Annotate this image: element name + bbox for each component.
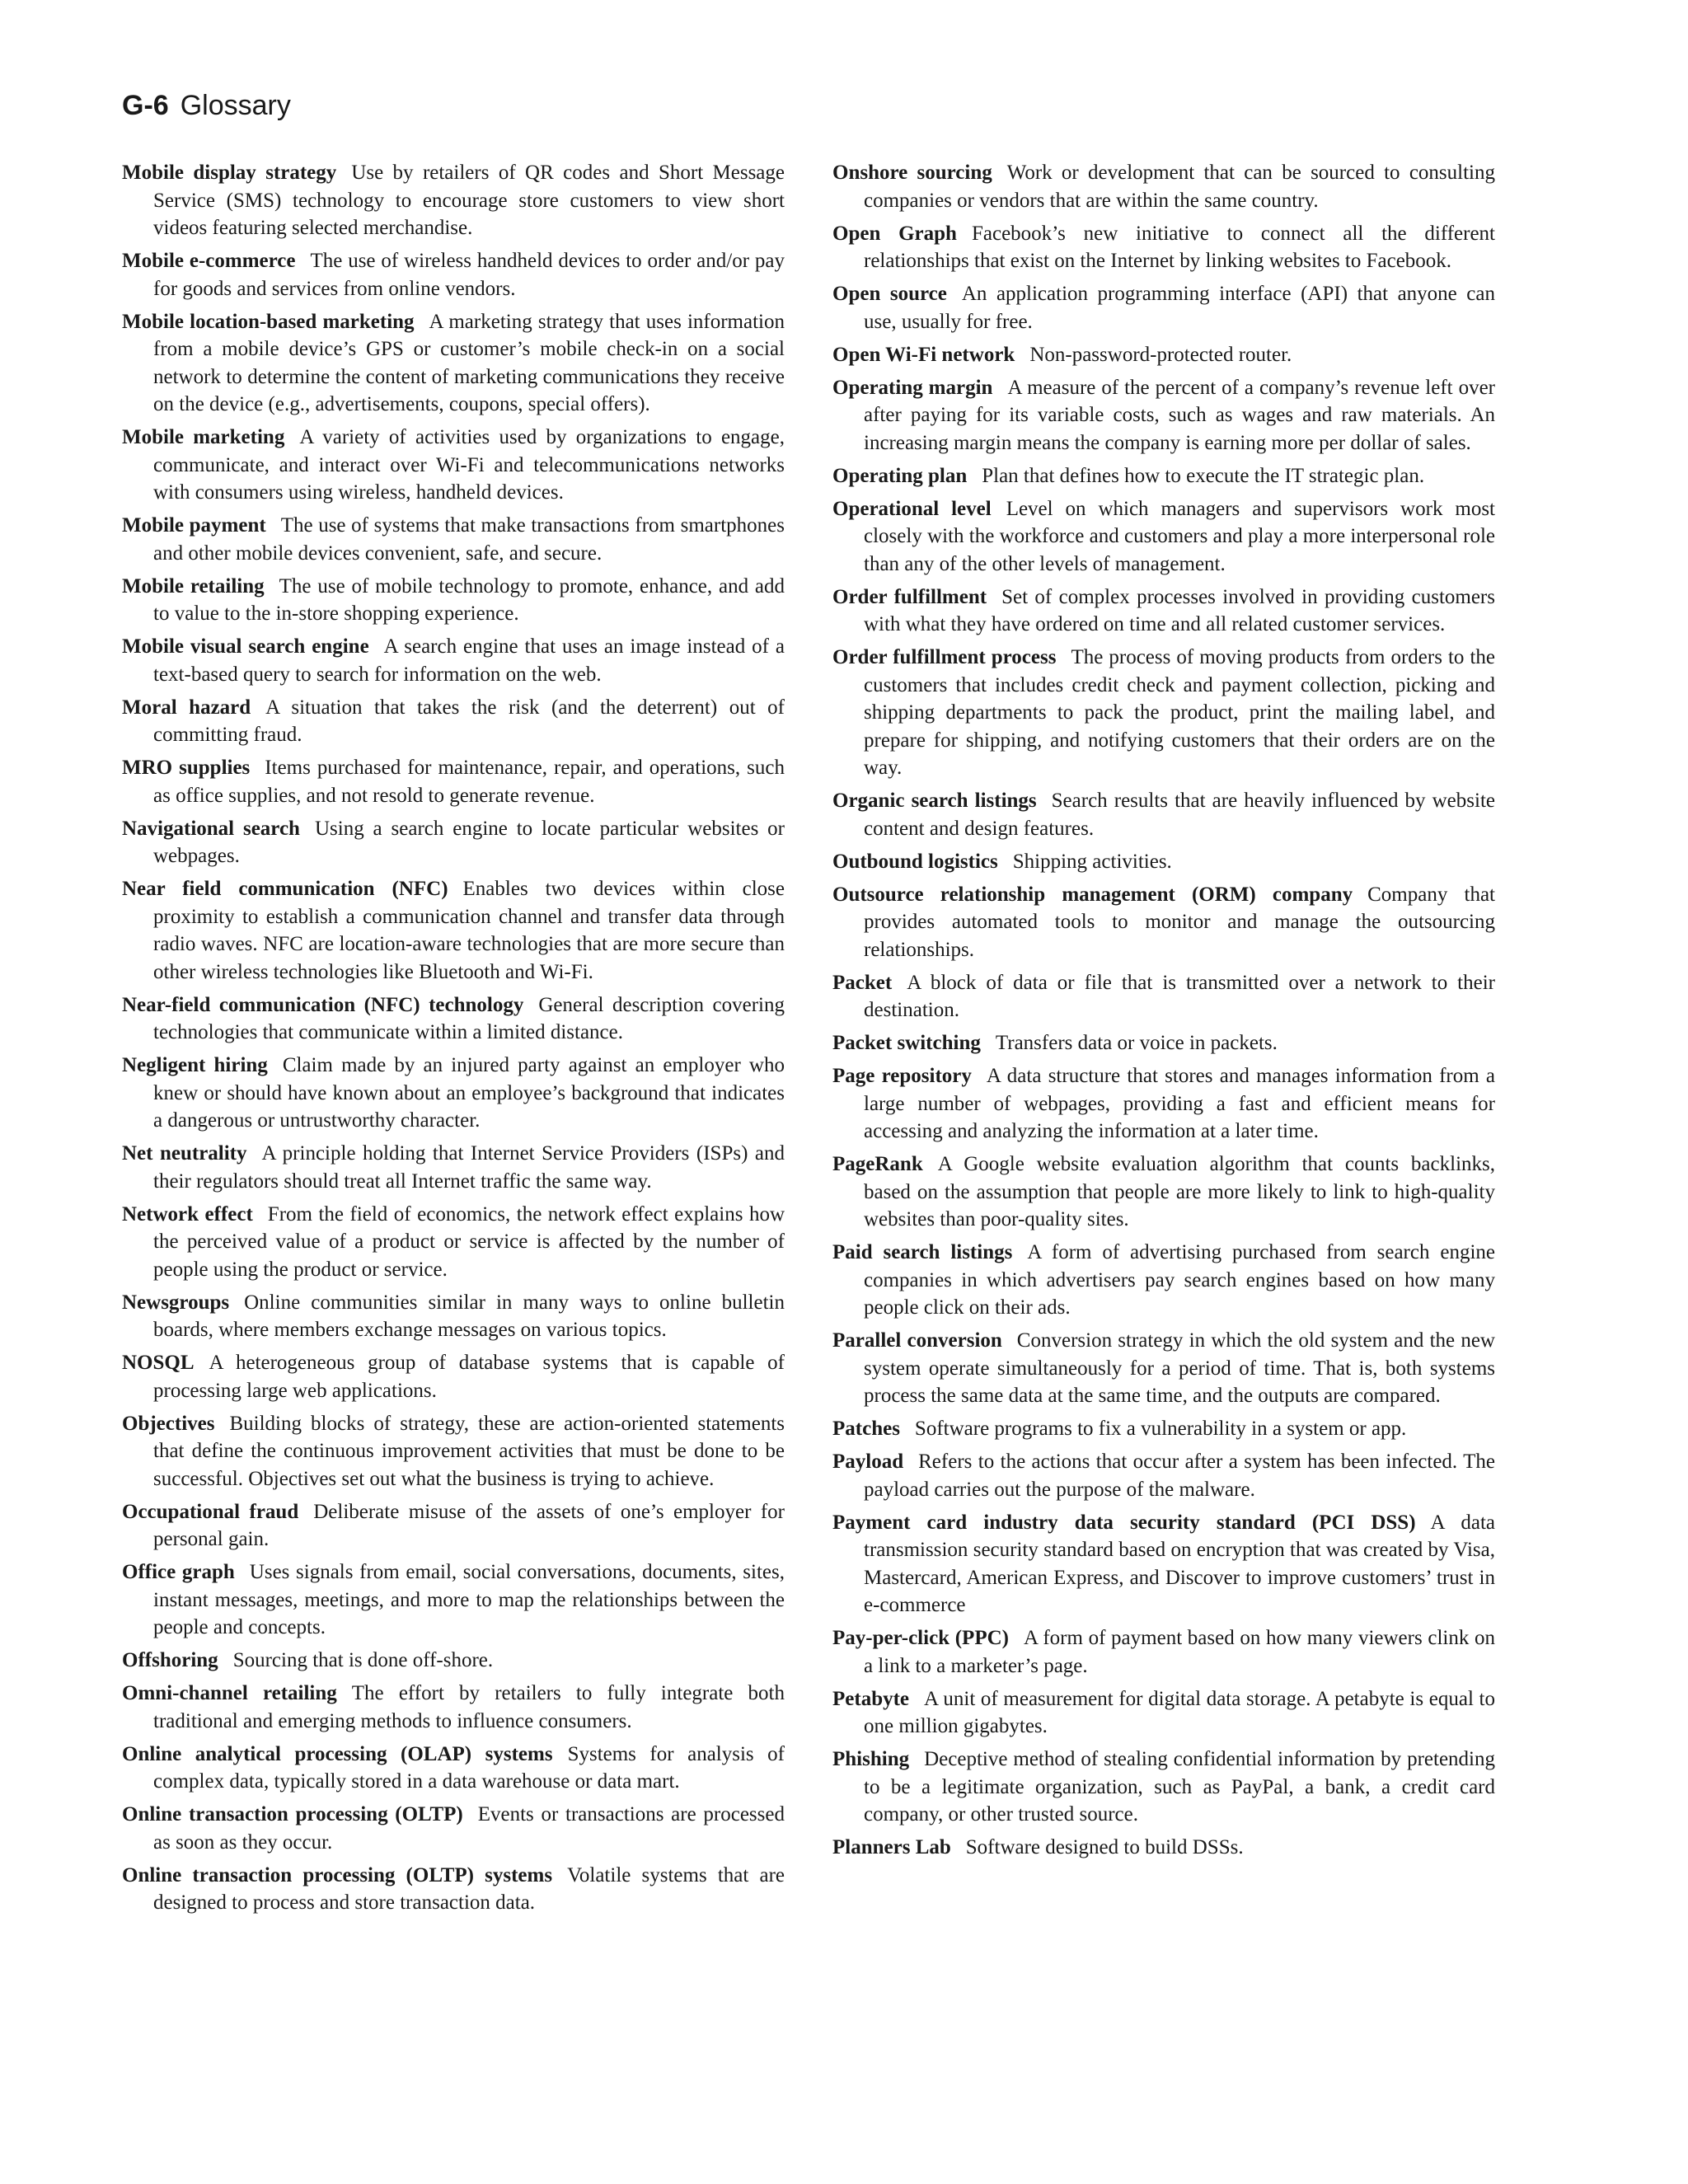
glossary-definition: Conversion strategy in which the old system and the new system operate simultaneously for a period of time. That is, both systems process the same data at the same time, and the outputs are compared.: [864, 1329, 1495, 1407]
glossary-definition: A data structure that stores and manages information from a large number of webpages, providing a fast and efficient means for accessing and analyzing the information at a later time.: [864, 1065, 1496, 1142]
glossary-definition: Level on which managers and supervisors work most closely with the workforce and customers and play a more interpersonal role than any of the other levels of management.: [864, 497, 1495, 575]
glossary-definition: Uses signals from email, social conversations, documents, sites, instant messages, meetings, and more to map the relationships between the people and concepts.: [153, 1561, 785, 1638]
glossary-entry: [832, 374, 1495, 457]
glossary-term: Network effect: [122, 1202, 253, 1226]
glossary-definition: Work or development that can be sourced to consulting companies or vendors that are within the same country.: [864, 162, 1495, 212]
glossary-entry: [832, 1062, 1495, 1146]
glossary-entry: [832, 280, 1495, 335]
glossary-entry: [122, 754, 785, 809]
glossary-term: Mobile location-based marketing: [122, 310, 415, 333]
glossary-entry: [122, 1140, 785, 1195]
glossary-term: Omni-channel retailing: [122, 1682, 337, 1704]
glossary-definition: Non-password-protected router.: [1029, 343, 1292, 366]
glossary-definition: A Google website evaluation algorithm that counts backlinks, based on the assumption that people are more likely to link to high-quality websites than poor-quality sites.: [864, 1153, 1495, 1230]
glossary-entry: [832, 644, 1495, 782]
glossary-definition: Plan that defines how to execute the IT strategic plan.: [982, 464, 1425, 487]
glossary-entry: [832, 1239, 1495, 1322]
glossary-term: Order fulfillment process: [832, 646, 1057, 668]
glossary-term: Payment card industry data security standard (PCI DSS): [832, 1511, 1416, 1534]
glossary-term: Outsource relationship management (ORM) company: [832, 883, 1353, 906]
glossary-entry: [122, 247, 785, 302]
glossary-definition: Deliberate misuse of the assets of one’s employer for personal gain.: [153, 1500, 785, 1550]
glossary-definition: A variety of activities used by organizations to engage, communicate, and interact over Wi-Fi and telecommunications networks with consumers using wireless, handheld devices.: [153, 426, 785, 504]
glossary-term: Open Graph: [832, 222, 957, 245]
glossary-entry: [122, 159, 785, 242]
glossary-definition: Set of complex processes involved in providing customers with what they have ordered on time and all related customer services.: [864, 585, 1495, 635]
glossary-entry: [832, 1448, 1495, 1503]
glossary-entry: [122, 1647, 785, 1675]
glossary-term: Petabyte: [832, 1687, 910, 1710]
glossary-entry: [832, 583, 1495, 639]
glossary-definition: Shipping activities.: [1012, 850, 1172, 873]
section-title: Glossary: [180, 90, 291, 121]
glossary-entry: [122, 633, 785, 688]
glossary-entry: [832, 1509, 1495, 1619]
glossary-definition: A marketing strategy that uses information from a mobile device’s GPS or customer’s mobile check-in on a social network to determine the content of marketing communications they receive on the device (e.g., advertisements, coupons, special offers).: [153, 310, 785, 415]
glossary-entry: [122, 991, 785, 1047]
glossary-term: Office graph: [122, 1561, 235, 1583]
glossary-definition: A heterogeneous group of database systems that is capable of processing large web applications.: [153, 1352, 785, 1402]
glossary-entry: [122, 815, 785, 870]
glossary-entry: [832, 1327, 1495, 1410]
glossary-term: Online transaction processing (OLTP) systems: [122, 1863, 553, 1886]
glossary-term: Packet switching: [832, 1032, 981, 1054]
glossary-term: Mobile retailing: [122, 574, 265, 598]
glossary-definition: Systems for analysis of complex data, typically stored in a data warehouse or data mart.: [153, 1742, 785, 1793]
glossary-definition: Enables two devices within close proximity to establish a communication channel and transfer data through radio waves. NFC are location-aware technologies that are more secure than other wireless technologies like Bluetooth and Wi-Fi.: [153, 878, 785, 983]
glossary-entry: [832, 1834, 1495, 1862]
glossary-definition: Building blocks of strategy, these are action-oriented statements that define the continuous improvement activities that must be done to be successful. Objectives set out what the business is trying to achieve.: [153, 1412, 785, 1490]
glossary-entry: [832, 495, 1495, 579]
glossary-entry: [832, 462, 1495, 490]
glossary-term: Negligent hiring: [122, 1054, 268, 1076]
glossary-entry: [832, 1029, 1495, 1057]
glossary-definition: A unit of measurement for digital data storage. A petabyte is equal to one million gigabytes.: [864, 1687, 1495, 1737]
glossary-definition: Company that provides automated tools to monitor and manage the outsourcing relationships.: [864, 883, 1495, 961]
glossary-entry: [832, 1624, 1495, 1680]
glossary-entry: [832, 848, 1495, 876]
glossary-definition: The use of mobile technology to promote, enhance, and add to value to the in-store shopping experience.: [153, 574, 785, 625]
glossary-definition: The use of systems that make transactions from smartphones and other mobile devices convenient, safe, and secure.: [153, 514, 785, 565]
glossary-term: Payload: [832, 1451, 904, 1473]
glossary-entry: [122, 1052, 785, 1135]
glossary-entry: [832, 881, 1495, 964]
glossary-term: Navigational search: [122, 817, 300, 840]
glossary-entry: [122, 1558, 785, 1642]
glossary-term: Occupational fraud: [122, 1500, 299, 1523]
glossary-term: Near field communication (NFC): [122, 878, 448, 900]
glossary-term: Mobile marketing: [122, 426, 285, 448]
glossary-definition: A principle holding that Internet Service Providers (ISPs) and their regulators should treat all Internet traffic the same way.: [153, 1142, 785, 1193]
glossary-definition: An application programming interface (API) that anyone can use, usually for free.: [864, 283, 1495, 333]
glossary-entry: [122, 1289, 785, 1344]
glossary-definition: From the field of economics, the network effect explains how the perceived value of a product or service is affected by the number of people using the product or service.: [153, 1202, 785, 1281]
glossary-definition: A measure of the percent of a company’s revenue left over after paying for its variable costs, such as wages and raw materials. An increasing margin means the company is earning more per dollar of sales.: [864, 376, 1495, 454]
glossary-definition: Online communities similar in many ways to online bulletin boards, where members exchange messages on various topics.: [153, 1291, 785, 1341]
glossary-definition: A block of data or file that is transmitted over a network to their destination.: [864, 971, 1495, 1021]
glossary-entry: [122, 875, 785, 986]
glossary-term: Newsgroups: [122, 1291, 230, 1314]
glossary-term: Mobile display strategy: [122, 162, 337, 184]
glossary-term: Open Wi-Fi network: [832, 343, 1015, 366]
glossary-term: Organic search listings: [832, 790, 1037, 812]
glossary-entry: [122, 512, 785, 567]
glossary-definition: Software designed to build DSSs.: [965, 1836, 1244, 1858]
glossary-term: Order fulfillment: [832, 585, 987, 608]
glossary-entry: [122, 1680, 785, 1735]
glossary-definition: The effort by retailers to fully integrate both traditional and emerging methods to influence consumers.: [153, 1682, 785, 1732]
glossary-term: Moral hazard: [122, 696, 251, 719]
glossary-term: Mobile e-commerce: [122, 250, 296, 272]
page-header: [122, 89, 291, 122]
glossary-entry: [832, 220, 1495, 275]
glossary-definition: A form of payment based on how many viewers clink on a link to a marketer’s page.: [864, 1627, 1495, 1677]
glossary-term: Mobile payment: [122, 514, 266, 537]
glossary-entry: [122, 308, 785, 419]
glossary-term: Patches: [832, 1418, 900, 1440]
glossary-entry: [122, 1201, 785, 1284]
glossary-definition: A situation that takes the risk (and the deterrent) out of committing fraud.: [153, 696, 785, 746]
glossary-column-left: [122, 159, 785, 1922]
glossary-term: Offshoring: [122, 1649, 218, 1671]
glossary-definition: Software programs to fix a vulnerability in a system or app.: [914, 1418, 1407, 1440]
glossary-term: Packet: [832, 971, 893, 994]
glossary-entry: [122, 694, 785, 749]
glossary-definition: Search results that are heavily influenced by website content and design features.: [864, 790, 1495, 840]
glossary-term: Phishing: [832, 1748, 910, 1770]
glossary-definition: The process of moving products from orders to the customers that includes credit check and payment collection, picking and shipping departments to pack the product, print the mailing label, and prepare for shipping, and notifying customers that their orders are on the way.: [864, 646, 1496, 779]
glossary-definition: Use by retailers of QR codes and Short Message Service (SMS) technology to encourage store customers to view short videos featuring selected merchandise.: [153, 162, 785, 239]
glossary-definition: Deceptive method of stealing confidential information by pretending to be a legitimate organization, such as PayPal, a bank, a credit card company, or other trusted source.: [864, 1748, 1495, 1825]
glossary-definition: Using a search engine to locate particular websites or webpages.: [153, 817, 785, 867]
glossary-entry: [122, 1349, 785, 1404]
glossary-term: Mobile visual search engine: [122, 635, 369, 658]
glossary-entry: [832, 787, 1495, 842]
glossary-term: Parallel conversion: [832, 1329, 1002, 1352]
glossary-entry: [832, 1746, 1495, 1829]
glossary-definition: A form of advertising purchased from search engine companies in which advertisers pay search engines based on how many people click on their ads.: [864, 1241, 1495, 1319]
glossary-term: Outbound logistics: [832, 850, 998, 873]
glossary-term: Paid search listings: [832, 1241, 1013, 1263]
glossary-definition: Events or transactions are processed as soon as they occur.: [153, 1803, 785, 1854]
glossary-term: Online transaction processing (OLTP): [122, 1803, 463, 1825]
glossary-entry: [122, 1741, 785, 1796]
page-number: G-6: [122, 90, 169, 121]
glossary-definition: Claim made by an injured party against an employer who knew or should have known about an employee’s background that indicates a dangerous or untrustworthy character.: [153, 1054, 785, 1132]
glossary-term: Page repository: [832, 1065, 972, 1087]
glossary-term: Onshore sourcing: [832, 162, 992, 184]
glossary-definition: Sourcing that is done off-shore.: [232, 1649, 494, 1671]
glossary-definition: Items purchased for maintenance, repair, and operations, such as office supplies, and not resold to generate revenue.: [153, 757, 785, 807]
glossary-term: NOSQL: [122, 1352, 195, 1374]
glossary-definition: Facebook’s new initiative to connect all the different relationships that exist on the Internet by linking websites to Facebook.: [864, 222, 1496, 272]
glossary-definition: Refers to the actions that occur after a system has been infected. The payload carries out the purpose of the malware.: [864, 1451, 1495, 1501]
glossary-column-right: [832, 159, 1495, 1867]
glossary-entry: [832, 1415, 1495, 1443]
glossary-term: Operational level: [832, 497, 992, 520]
glossary-entry: [832, 159, 1495, 214]
glossary-entry: [122, 1862, 785, 1917]
glossary-term: MRO supplies: [122, 757, 251, 779]
glossary-term: Operating plan: [832, 464, 968, 487]
glossary-term: PageRank: [832, 1153, 923, 1175]
glossary-entry: [122, 424, 785, 507]
glossary-term: Near-field communication (NFC) technology: [122, 993, 524, 1016]
glossary-term: Pay-per-click (PPC): [832, 1627, 1009, 1649]
glossary-entry: [122, 1801, 785, 1856]
glossary-term: Objectives: [122, 1412, 215, 1435]
glossary-definition: Transfers data or voice in packets.: [995, 1032, 1278, 1054]
glossary-definition: A search engine that uses an image instead of a text-based query to search for information on the web.: [153, 635, 785, 686]
glossary-entry: [122, 573, 785, 628]
glossary-definition: Volatile systems that are designed to process and store transaction data.: [153, 1863, 785, 1914]
glossary-entry: [832, 969, 1495, 1024]
glossary-term: Open source: [832, 283, 947, 305]
glossary-term: Operating margin: [832, 376, 993, 399]
glossary-term: Online analytical processing (OLAP) systems: [122, 1742, 553, 1765]
glossary-entry: [122, 1410, 785, 1493]
glossary-entry: [832, 1151, 1495, 1234]
glossary-term: Net neutrality: [122, 1142, 247, 1165]
glossary-definition: The use of wireless handheld devices to order and/or pay for goods and services from online vendors.: [153, 250, 785, 300]
glossary-definition: A data transmission security standard based on encryption that was created by Visa, Mastercard, American Express, and Discover to improve customers’ trust in e-commerce: [864, 1511, 1495, 1616]
glossary-entry: [122, 1498, 785, 1554]
glossary-entry: [832, 1685, 1495, 1741]
glossary-entry: [832, 341, 1495, 369]
glossary-term: Planners Lab: [832, 1836, 951, 1858]
glossary-definition: General description covering technologies that communicate within a limited distance.: [153, 993, 785, 1043]
